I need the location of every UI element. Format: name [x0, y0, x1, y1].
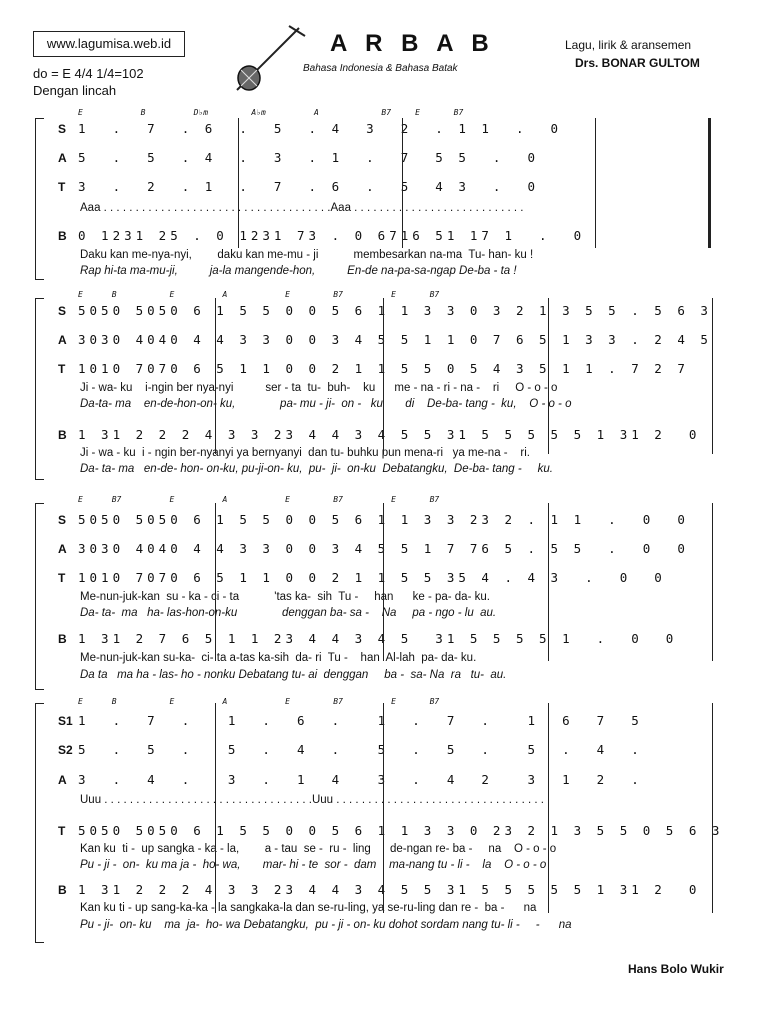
part-label: S1 [58, 714, 73, 728]
part-label: B [58, 632, 67, 646]
soprano2-notes: 5 . 5 . 5 . 4 . 5 . 5 . 5 . 4 . [78, 742, 643, 757]
part-label: T [58, 180, 66, 194]
part-label: T [58, 824, 66, 838]
song-title: A R B A B [330, 30, 495, 57]
lyric-line: Aaa . . . . . . . . . . . . . . . . . . . . . . . . . . . . . . . . . . . .Aaa . . . . . . . . . . . . . . . . . . . . . . . . . . . [80, 202, 524, 214]
score-system-2 [0, 290, 768, 480]
alto-notes: 3030 4040 4 4 3 3 0 0 3 4 5 5 1 1 0 7 6 5 1 3 3 . 2 4 5 [78, 332, 712, 347]
part-label: B [58, 229, 67, 243]
composer-name: Drs. BONAR GULTOM [575, 56, 700, 70]
lyric-line-batak: Pu - ji- on- ku ma ja- ho- wa Debatangku, pu - ji - on- ku dohot sordam nang tu- li - - na [80, 919, 572, 931]
bass-notes: 1 31 2 7 6 5 1 1 23 4 4 3 4 5 31 5 5 5 5 1 . 0 0 [78, 631, 678, 646]
part-label: A [58, 151, 67, 165]
lyric-line-batak: Da- ta- ma en-de- hon- on-ku, pu-ji-on- ku, pu- ji- on-ku Debatangku, De-ba- tang - ku. [80, 463, 553, 475]
lyric-line: Daku kan me-nya-nyi, daku kan me-mu - ji membesarkan na-ma Tu- han- ku ! [80, 249, 534, 261]
part-label: T [58, 571, 66, 585]
part-label: B [58, 428, 67, 442]
tenor-notes: 5050 5050 6 1 5 5 0 0 5 6 1 1 3 3 0 23 2 1 3 5 5 0 5 6 3 [78, 823, 724, 838]
lyric-line: Me-nun-juk-kan su-ka- ci- ta a-tas ka-sih da- ri Tu - han Al-lah pa- da- ku. [80, 652, 477, 664]
lyric-line-batak: Da- ta- ma ha- las-hon-on-ku denggan ba- sa - Na pa - ngo - lu au. [80, 607, 497, 619]
bass-notes: 0 1231 25 . 0 1231 73 . 0 6716 51 17 1 . 0 [78, 228, 586, 243]
lyric-line: Ji - wa- ku i-ngin ber nya-nyi ser - ta tu- buh- ku me - na - ri - na - ri O - o - o [80, 382, 558, 394]
tenor-notes: 3 . 2 . 1 . 7 . 6 . 5 4 3 . 0 [78, 179, 540, 194]
tenor-notes: 1010 7070 6 5 1 1 0 0 2 1 1 5 5 0 5 4 3 5 1 1 . 7 2 7 [78, 361, 689, 376]
part-label: A [58, 773, 67, 787]
lyric-line: Ji - wa - ku i - ngin ber-nyanyi ya bernyanyi dan tu- buhku pun mena-ri ya me-na - ri. [80, 447, 530, 459]
part-label: A [58, 333, 67, 347]
part-label: S [58, 513, 67, 527]
chord-symbols: E B E A E B7 E B7 [78, 290, 440, 299]
chord-symbols: E B7 E A E B7 E B7 [78, 495, 440, 504]
score-system-4 [0, 697, 768, 947]
lyric-line: Kan ku ti - up sang-ka-ka - la sangkaka-la dan se-ru-ling, ya se-ru-ling dan re - ba - na [80, 902, 537, 914]
part-label: B [58, 883, 67, 897]
alto-notes: 5 . 5 . 4 . 3 . 1 . 7 5 5 . 0 [78, 150, 540, 165]
soprano1-notes: 1 . 7 . 1 . 6 . 1 . 7 . 1 6 7 5 [78, 713, 643, 728]
part-label: S [58, 122, 67, 136]
part-label: S2 [58, 743, 73, 757]
soprano-notes: 1 . 7 . 6 . 5 . 4 3 2 . 1 1 . 0 [78, 121, 563, 136]
tenor-notes: 1010 7070 6 5 1 1 0 0 2 1 1 5 5 35 4 . 4 3 . 0 0 [78, 570, 666, 585]
chord-symbols: E B D♭m A♭m A B7 E B7 [78, 108, 464, 117]
lyric-line: Uuu . . . . . . . . . . . . . . . . . . . . . . . . . . . . . . . . .Uuu . . . . . . . . . . . . . . . . . . . . . . . . . . . . . . . . . [80, 794, 544, 806]
credit-label: Lagu, lirik & aransemen [565, 38, 692, 52]
soprano-notes: 5050 5050 6 1 5 5 0 0 5 6 1 1 3 3 0 3 2 1 3 5 5 . 5 6 3 [78, 303, 712, 318]
key-tempo: do = E 4/4 1/4=102 [33, 66, 144, 81]
lyric-line-batak: Rap hi-ta ma-mu-ji, ja-la mangende-hon, En-de na-pa-sa-ngap De-ba - ta ! [80, 265, 517, 277]
transcriber-signature: Hans Bolo Wukir [628, 962, 724, 976]
alto-notes: 3030 4040 4 4 3 3 0 0 3 4 5 5 1 7 76 5 . 5 5 . 0 0 [78, 541, 689, 556]
chord-symbols: E B E A E B7 E B7 [78, 697, 440, 706]
lyric-line-batak: Pu - ji - on- ku ma ja - ho- wa, mar- hi - te sor - dam ma-nang tu - li - la O - o - o [80, 859, 547, 871]
part-label: S [58, 304, 67, 318]
lyric-line: Kan ku ti - up sangka - ka - la, a - tau se - ru - ling de-ngan re- ba - na O - o - o [80, 843, 557, 855]
expression-marking: Dengan lincah [33, 83, 117, 98]
part-label: A [58, 542, 67, 556]
alto-notes: 3 . 4 . 3 . 1 4 3 . 4 2 3 1 2 . [78, 772, 643, 787]
instrument-logo-icon [229, 20, 309, 100]
part-label: T [58, 362, 66, 376]
score-system-1 [0, 108, 768, 286]
lyric-line-batak: Da-ta- ma en-de-hon-on- ku, pa- mu - ji- on - ku di De-ba- tang - ku, O - o - o [80, 398, 572, 410]
bass-notes: 1 31 2 2 2 4 3 3 23 4 4 3 4 5 5 31 5 5 5 5 5 1 31 2 0 [78, 882, 701, 897]
soprano-notes: 5050 5050 6 1 5 5 0 0 5 6 1 1 3 3 23 2 . 1 1 . 0 0 [78, 512, 689, 527]
song-subtitle: Bahasa Indonesia & Bahasa Batak [303, 63, 458, 74]
score-system-3 [0, 495, 768, 695]
website-label: www.lagumisa.web.id [33, 31, 185, 57]
bass-notes: 1 31 2 2 2 4 3 3 23 4 4 3 4 5 5 31 5 5 5 5 5 1 31 2 0 [78, 427, 701, 442]
lyric-line-batak: Da ta ma ha - las- ho - nonku Debatang tu- ai denggan ba - sa- Na ra tu- au. [80, 669, 507, 681]
lyric-line: Me-nun-juk-kan su - ka - ci - ta 'tas ka- sih Tu - han ke - pa- da- ku. [80, 591, 490, 603]
